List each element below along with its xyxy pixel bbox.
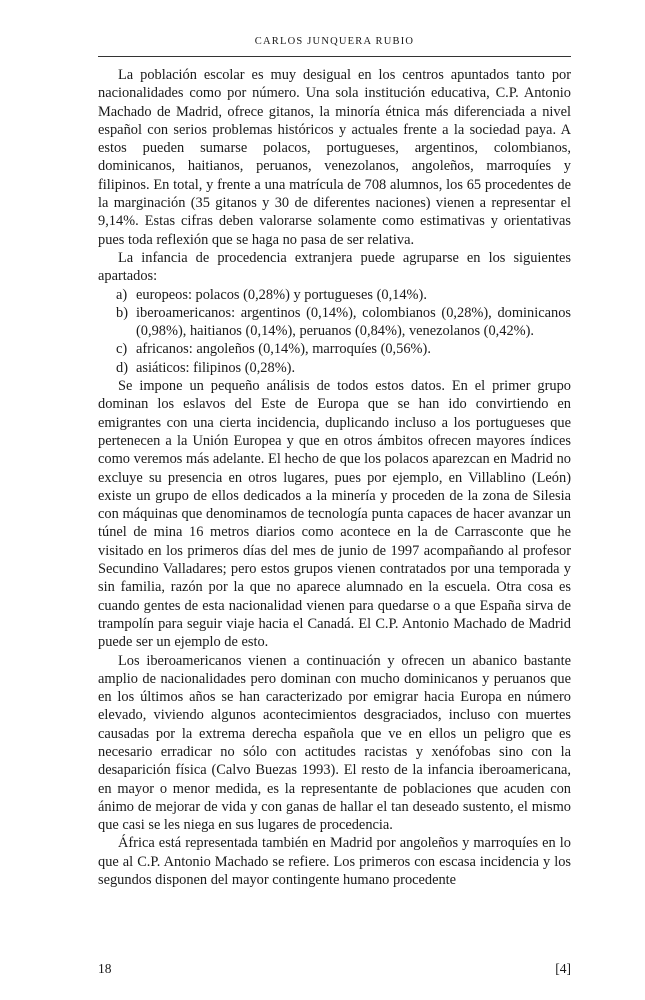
list-item — [98, 286, 571, 304]
paragraph-4: Los iberoamericanos vienen a continuación y ofrecen un abanico bastante amplio de nacionalidades pero dominan con mucho dominicanos y peruanos que en los últimos años se han caracterizado por emigrar hacia Europa en número elevado, viviendo algunos acontecimientos desgraciados, incluso con muertes causadas por la extrema derecha española que ve en ellos un peligro que es necesario erradicar no sólo con actitudes racistas y xenófobas sino con la desaparición física (Calvo Buezas 1993). El resto de la infancia iberoamericana, en mayor o menor medida, es la representante de poblaciones que acuden con ánimo de mejorar de vida y con ganas de hallar el tan deseado sustento, el mismo que casi se les niega en sus lugares de procedencia. — [98, 652, 571, 834]
running-head: CARLOS JUNQUERA RUBIO — [254, 36, 415, 47]
paragraph-2: La infancia de procedencia extranjera puede agruparse en los siguientes apartados: — [98, 249, 571, 285]
list-item-text: iberoamericanos: argentinos (0,14%), colombianos (0,28%), dominicanos (0,98%), haitianos (0,14%), peruanos (0,84%), venezolanos (0,42%). — [136, 304, 571, 340]
list-marker: c) — [116, 341, 128, 358]
list-item — [98, 359, 571, 377]
paragraph-3: Se impone un pequeño análisis de todos estos datos. En el primer grupo dominan los eslavos del Este de Europa que se han ido convirtiendo en emigrantes con una cierta incidencia, duplicando incluso a los portugueses que pertenecen a la Unión Europea y que en otros ámbitos ofrecen mayores índices como veremos más adelante. El hecho de que los polacos aparezcan en Madrid no excluye su presencia en otros lugares, pues por ejemplo, en Villablino (León) existe un grupo de ellos dedicados a la minería y proceden de la zona de Silesia con máquinas que denominamos de tecnología punta capaces de hacer avanzar un túnel de mina 16 metros diarios como acontece en la de Carrasconte que he visitado en los primeros días del mes de junio de 1997 acompañando al profesor Secundino Valladares; pero estos grupos vienen contratados por una temporada y sin familia, razón por la que no aparece alumnado en la escuela. Otra cosa es cuando gentes de esta nacionalidad vienen para quedarse o a que España sirva de trampolín para seguir viaje hacia el Canadá. El C.P. Antonio Machado de Madrid puede ser un ejemplo de esto. — [98, 378, 571, 651]
body-text — [98, 66, 571, 889]
list-item-text: europeos: polacos (0,28%) y portugueses (0,14%). — [136, 286, 427, 303]
header-rule — [98, 56, 571, 57]
list-marker: d) — [116, 359, 128, 376]
classification-list — [98, 286, 571, 377]
list-item-text: africanos: angoleños (0,14%), marroquíes (0,56%). — [136, 341, 431, 358]
paragraph-5: África está representada también en Madrid por angoleños y marroquíes en lo que al C.P. Antonio Machado se refiere. Los primeros con escasa incidencia y los segundos disponen del mayor contingente humano procedente — [98, 835, 571, 889]
list-item — [98, 340, 571, 358]
list-marker: b) — [116, 304, 128, 321]
list-item-text: asiáticos: filipinos (0,28%). — [136, 359, 296, 376]
bracket-page-number: [4] — [555, 961, 571, 976]
page-number: 18 — [98, 961, 112, 976]
list-marker: a) — [116, 286, 128, 303]
list-item — [98, 304, 571, 341]
paragraph-1: La población escolar es muy desigual en los centros apuntados tanto por nacionalidades como por número. Una sola institución educativa, C.P. Antonio Machado de Madrid, ofrece gitanos, la minoría étnica más diferenciada a nivel español con serios problemas históricos y actuales frente a la sociedad paya. A estos pueden sumarse polacos, portugueses, argentinos, colombianos, dominicanos, haitianos, peruanos, venezolanos, angoleños, marroquíes y filipinos. En total, y frente a una matrícula de 708 alumnos, los 65 procedentes de la marginación (35 gitanos y 30 de diferentes naciones) vienen a representar el 9,14%. Estas cifras deben valorarse solamente como estimativas y orientativas pues toda reflexión que se haga no pasa de ser relativa. — [98, 67, 571, 248]
